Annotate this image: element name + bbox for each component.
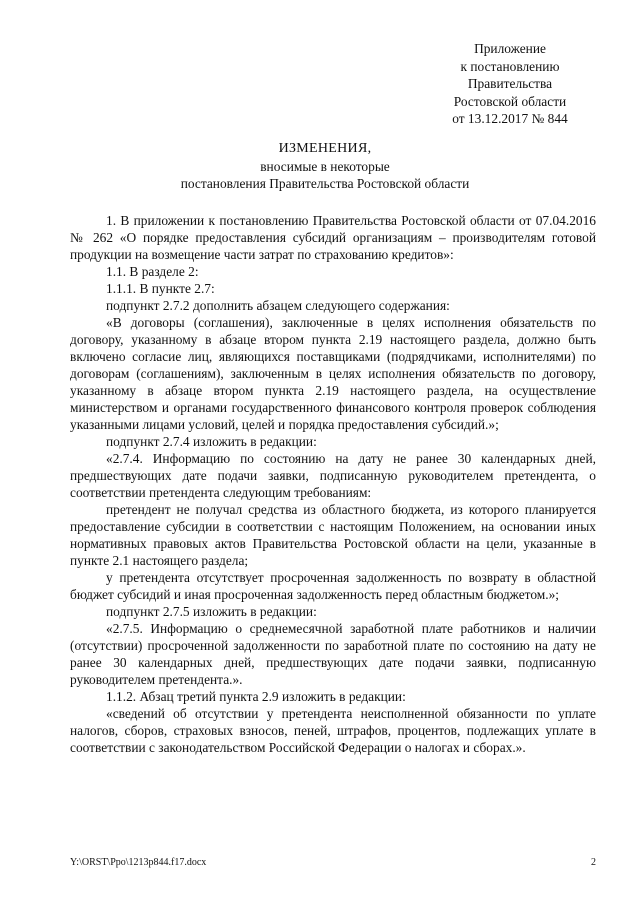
document-heading: [60, 140, 590, 193]
body-paragraph: 1.1. В разделе 2:: [106, 264, 199, 279]
appendix-block: [418, 40, 602, 128]
appendix-line: Правительства: [467, 76, 553, 91]
body-paragraph: подпункт 2.7.4 изложить в редакции:: [106, 434, 317, 449]
body-paragraph: «2.7.4. Информацию по состоянию на дату не ранее 30 календарных дней, предшествующих дате подачи заявки, подписанную руководителем претендента, о соответствии претендента следующим требованиям:: [70, 451, 596, 500]
appendix-line: Приложение: [474, 41, 546, 56]
body-paragraph: 1.1.1. В пункте 2.7:: [106, 281, 215, 296]
body-paragraph: «сведений об отсутствии у претендента неисполненной обязанности по уплате налогов, сборов, страховых взносов, пеней, штрафов, процентов, подлежащих уплате в соответствии с законодательством Российской Федерации о налогах и сборах.».: [70, 706, 596, 755]
body-paragraph: подпункт 2.7.2 дополнить абзацем следующего содержания:: [106, 298, 450, 313]
body-paragraph: «2.7.5. Информацию о среднемесячной заработной плате работников и наличии (отсутствии) просроченной задолженности по заработной плате по состоянию на дату не ранее 30 календарных дней, предшествующих дате подачи заявки, подписанную руководителем претендента.».: [70, 621, 596, 687]
appendix-line: к постановлению: [460, 58, 560, 74]
body-paragraph: подпункт 2.7.5 изложить в редакции:: [106, 604, 317, 619]
body-paragraph: у претендента отсутствует просроченная задолженность по возврату в областной бюджет субсидий и иная просроченная задолженность перед областным бюджетом.»;: [70, 570, 596, 602]
document-body: [70, 212, 596, 756]
appendix-line: Ростовской области: [453, 93, 567, 109]
file-path: Y:\ORST\Ppo\1213p844.f17.docx: [70, 857, 207, 868]
appendix-line: от 13.12.2017 № 844: [452, 111, 568, 126]
heading-subtitle: постановления Правительства Ростовской области: [180, 176, 470, 191]
heading-title: ИЗМЕНЕНИЯ,: [278, 141, 372, 156]
body-paragraph: «В договоры (соглашения), заключенные в целях исполнения обязательств по договору, указанному в абзаце втором пункта 2.19 настоящего раздела, должно быть включено согласие лиц, являющихся поставщиками (подрядчиками, исполнителями) по договорам (соглашениям), заключенным в целях исполнения обязательств по договору, указанному в абзаце втором пункта 2.19 настоящего раздела, на осуществление министерством и органами государственного финансового контроля проверок соблюдения указанными лицами условий, целей и порядка предоставления субсидий.»;: [70, 315, 596, 432]
body-paragraph: претендент не получал средства из областного бюджета, из которого планируется предоставление субсидии в соответствии с настоящим Положением, на основании иных нормативных правовых актов Правительства Ростовской области на цели, указанные в пункте 2.1 настоящего раздела;: [70, 502, 596, 568]
page-number: 2: [591, 857, 596, 868]
body-paragraph: 1.1.2. Абзац третий пункта 2.9 изложить в редакции:: [106, 689, 406, 704]
body-paragraph: 1. В приложении к постановлению Правительства Ростовской области от 07.04.2016 № 262 «О порядке предоставления субсидий организациям – производителям готовой продукции на возмещение части затрат по страхованию кредитов»:: [70, 213, 596, 262]
heading-subtitle: вносимые в некоторые: [260, 158, 390, 174]
